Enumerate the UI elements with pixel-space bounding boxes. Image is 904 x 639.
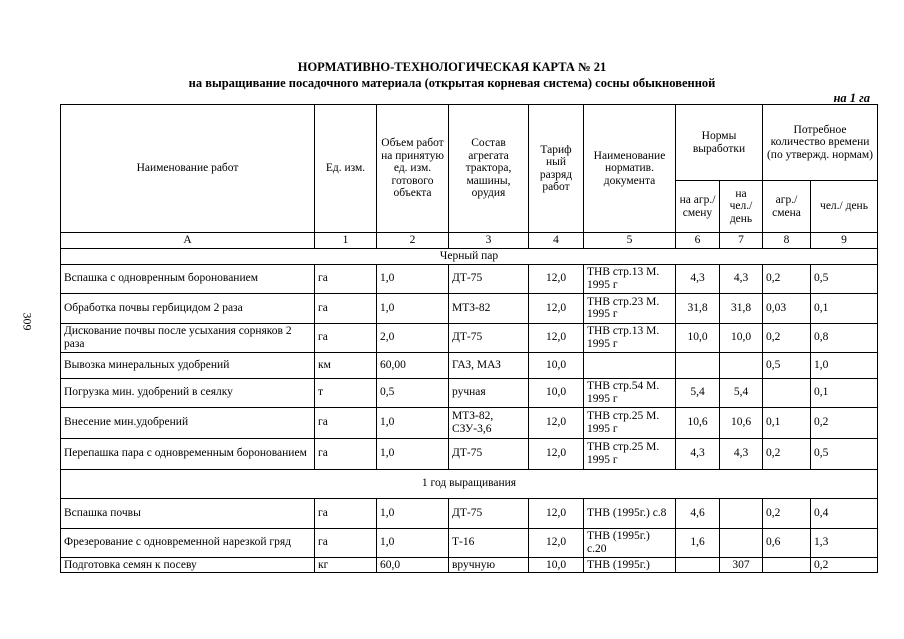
page-number: 309 bbox=[20, 312, 35, 331]
table-row bbox=[61, 378, 878, 407]
row-work-name: Подготовка семян к посеву bbox=[61, 557, 315, 573]
row-norm-agr bbox=[676, 557, 720, 573]
row-work-name: Вспашка с одновренным боронованием bbox=[61, 264, 315, 293]
table-row bbox=[61, 528, 878, 557]
col-number: 5 bbox=[584, 233, 676, 249]
row-time-man: 0,4 bbox=[811, 498, 878, 528]
row-tariff: 12,0 bbox=[529, 498, 584, 528]
row-norm-agr: 10,0 bbox=[676, 323, 720, 352]
row-work-name: Вывозка минеральных удобрений bbox=[61, 352, 315, 378]
row-tariff: 12,0 bbox=[529, 407, 584, 438]
row-document: ТНВ (1995г.) с.8 bbox=[584, 498, 676, 528]
row-norm-man: 4,3 bbox=[720, 264, 763, 293]
col-number: 4 bbox=[529, 233, 584, 249]
row-time-man: 0,8 bbox=[811, 323, 878, 352]
header-time: Потребное количество времени (по утвержд. нормам) bbox=[763, 105, 878, 181]
row-work-name: Вспашка почвы bbox=[61, 498, 315, 528]
row-composition: ДТ-75 bbox=[449, 438, 529, 469]
row-unit: га bbox=[315, 323, 377, 352]
row-time-agr: 0,5 bbox=[763, 352, 811, 378]
row-document: ТНВ стр.54 М. 1995 г bbox=[584, 378, 676, 407]
row-time-agr bbox=[763, 378, 811, 407]
row-norm-man: 10,6 bbox=[720, 407, 763, 438]
table-row bbox=[61, 498, 878, 528]
page-title: НОРМАТИВНО-ТЕХНОЛОГИЧЕСКАЯ КАРТА № 21 bbox=[297, 60, 607, 74]
row-composition: ДТ-75 bbox=[449, 323, 529, 352]
row-norm-agr: 4,3 bbox=[676, 438, 720, 469]
row-unit: га bbox=[315, 293, 377, 323]
row-tariff: 12,0 bbox=[529, 293, 584, 323]
row-document: ТНВ стр.13 М. 1995 г bbox=[584, 323, 676, 352]
row-time-agr: 0,2 bbox=[763, 323, 811, 352]
row-document: ТНВ (1995г.) с.20 bbox=[584, 528, 676, 557]
row-time-man: 0,2 bbox=[811, 407, 878, 438]
table-row bbox=[61, 557, 878, 573]
row-composition: ДТ-75 bbox=[449, 498, 529, 528]
table-row bbox=[61, 438, 878, 469]
row-volume: 0,5 bbox=[377, 378, 449, 407]
row-tariff: 10,0 bbox=[529, 352, 584, 378]
row-norm-man: 10,0 bbox=[720, 323, 763, 352]
row-volume: 1,0 bbox=[377, 293, 449, 323]
row-norm-man: 307 bbox=[720, 557, 763, 573]
row-time-man: 0,1 bbox=[811, 378, 878, 407]
col-number: 9 bbox=[811, 233, 878, 249]
row-composition: ДТ-75 bbox=[449, 264, 529, 293]
row-unit: га bbox=[315, 264, 377, 293]
row-time-agr bbox=[763, 557, 811, 573]
row-tariff: 12,0 bbox=[529, 528, 584, 557]
table-row bbox=[61, 407, 878, 438]
row-norm-agr: 31,8 bbox=[676, 293, 720, 323]
row-volume: 1,0 bbox=[377, 264, 449, 293]
row-volume: 1,0 bbox=[377, 438, 449, 469]
row-work-name: Погрузка мин. удобрений в сеялку bbox=[61, 378, 315, 407]
col-number: 7 bbox=[720, 233, 763, 249]
technology-card-table bbox=[60, 104, 878, 573]
row-unit: км bbox=[315, 352, 377, 378]
page-subtitle: на выращивание посадочного материала (открытая корневая система) сосны обыкновенной bbox=[188, 76, 716, 90]
row-norm-man: 5,4 bbox=[720, 378, 763, 407]
header-norms: Нормы выработки bbox=[676, 105, 763, 181]
row-norm-man bbox=[720, 498, 763, 528]
row-composition: МТЗ-82 bbox=[449, 293, 529, 323]
row-composition: МТЗ-82, СЗУ-3,6 bbox=[449, 407, 529, 438]
row-time-man: 1,0 bbox=[811, 352, 878, 378]
row-time-agr: 0,1 bbox=[763, 407, 811, 438]
row-document: ТНВ стр.23 М. 1995 г bbox=[584, 293, 676, 323]
row-document: ТНВ стр.25 М. 1995 г bbox=[584, 407, 676, 438]
row-norm-agr: 4,3 bbox=[676, 264, 720, 293]
row-norm-agr: 1,6 bbox=[676, 528, 720, 557]
header-unit: Ед. изм. bbox=[315, 105, 377, 233]
row-tariff: 12,0 bbox=[529, 438, 584, 469]
row-volume: 2,0 bbox=[377, 323, 449, 352]
table-row bbox=[61, 293, 878, 323]
section-title: Черный пар bbox=[61, 248, 878, 264]
row-time-man: 0,2 bbox=[811, 557, 878, 573]
row-volume: 60,00 bbox=[377, 352, 449, 378]
col-number: 2 bbox=[377, 233, 449, 249]
row-volume: 60,0 bbox=[377, 557, 449, 573]
header-volume: Объем работ на принятую ед. изм. готового объекта bbox=[377, 105, 449, 233]
row-norm-agr: 4,6 bbox=[676, 498, 720, 528]
header-work-name: Наименование работ bbox=[61, 105, 315, 233]
row-work-name: Обработка почвы гербицидом 2 раза bbox=[61, 293, 315, 323]
row-time-agr: 0,6 bbox=[763, 528, 811, 557]
row-tariff: 12,0 bbox=[529, 264, 584, 293]
row-document bbox=[584, 352, 676, 378]
row-time-man: 0,5 bbox=[811, 264, 878, 293]
row-unit: га bbox=[315, 438, 377, 469]
row-norm-agr bbox=[676, 352, 720, 378]
table-row bbox=[61, 323, 878, 352]
col-number: 6 bbox=[676, 233, 720, 249]
section-title: 1 год выращивания bbox=[61, 469, 878, 498]
row-composition: ГАЗ, МАЗ bbox=[449, 352, 529, 378]
row-document: ТНВ стр.13 М. 1995 г bbox=[584, 264, 676, 293]
col-number: 1 bbox=[315, 233, 377, 249]
row-volume: 1,0 bbox=[377, 528, 449, 557]
row-norm-man bbox=[720, 352, 763, 378]
col-number: 8 bbox=[763, 233, 811, 249]
row-unit: т bbox=[315, 378, 377, 407]
table-row bbox=[61, 264, 878, 293]
header-norms-man: на чел./ день bbox=[720, 181, 763, 233]
header-norms-agr: на агр./ смену bbox=[676, 181, 720, 233]
col-number: 3 bbox=[449, 233, 529, 249]
row-norm-man: 31,8 bbox=[720, 293, 763, 323]
row-norm-agr: 10,6 bbox=[676, 407, 720, 438]
header-document: Наименование норматив. документа bbox=[584, 105, 676, 233]
row-unit: га bbox=[315, 498, 377, 528]
row-composition: вручную bbox=[449, 557, 529, 573]
unit-note: на 1 га bbox=[833, 91, 870, 105]
row-volume: 1,0 bbox=[377, 407, 449, 438]
header-composition: Состав агрегата трактора, машины, орудия bbox=[449, 105, 529, 233]
row-unit: кг bbox=[315, 557, 377, 573]
row-norm-man bbox=[720, 528, 763, 557]
row-composition: Т-16 bbox=[449, 528, 529, 557]
row-time-man: 0,5 bbox=[811, 438, 878, 469]
row-time-man: 1,3 bbox=[811, 528, 878, 557]
col-number: А bbox=[61, 233, 315, 249]
row-norm-agr: 5,4 bbox=[676, 378, 720, 407]
table-row bbox=[61, 352, 878, 378]
row-time-man: 0,1 bbox=[811, 293, 878, 323]
row-tariff: 10,0 bbox=[529, 378, 584, 407]
row-work-name: Внесение мин.удобрений bbox=[61, 407, 315, 438]
row-unit: га bbox=[315, 407, 377, 438]
row-time-agr: 0,2 bbox=[763, 264, 811, 293]
row-volume: 1,0 bbox=[377, 498, 449, 528]
row-tariff: 10,0 bbox=[529, 557, 584, 573]
row-tariff: 12,0 bbox=[529, 323, 584, 352]
row-document: ТНВ стр.25 М. 1995 г bbox=[584, 438, 676, 469]
row-time-agr: 0,2 bbox=[763, 498, 811, 528]
row-work-name: Перепашка пара с одновременным боронованием bbox=[61, 438, 315, 469]
header-tariff: Тариф ный разряд работ bbox=[529, 105, 584, 233]
row-unit: га bbox=[315, 528, 377, 557]
row-norm-man: 4,3 bbox=[720, 438, 763, 469]
row-document: ТНВ (1995г.) bbox=[584, 557, 676, 573]
row-work-name: Фрезерование с одновременной нарезкой гряд bbox=[61, 528, 315, 557]
row-composition: ручная bbox=[449, 378, 529, 407]
header-time-agr: агр./ смена bbox=[763, 181, 811, 233]
header-time-man: чел./ день bbox=[811, 181, 878, 233]
row-time-agr: 0,2 bbox=[763, 438, 811, 469]
row-work-name: Дискование почвы после усыхания сорняков 2 раза bbox=[61, 323, 315, 352]
row-time-agr: 0,03 bbox=[763, 293, 811, 323]
